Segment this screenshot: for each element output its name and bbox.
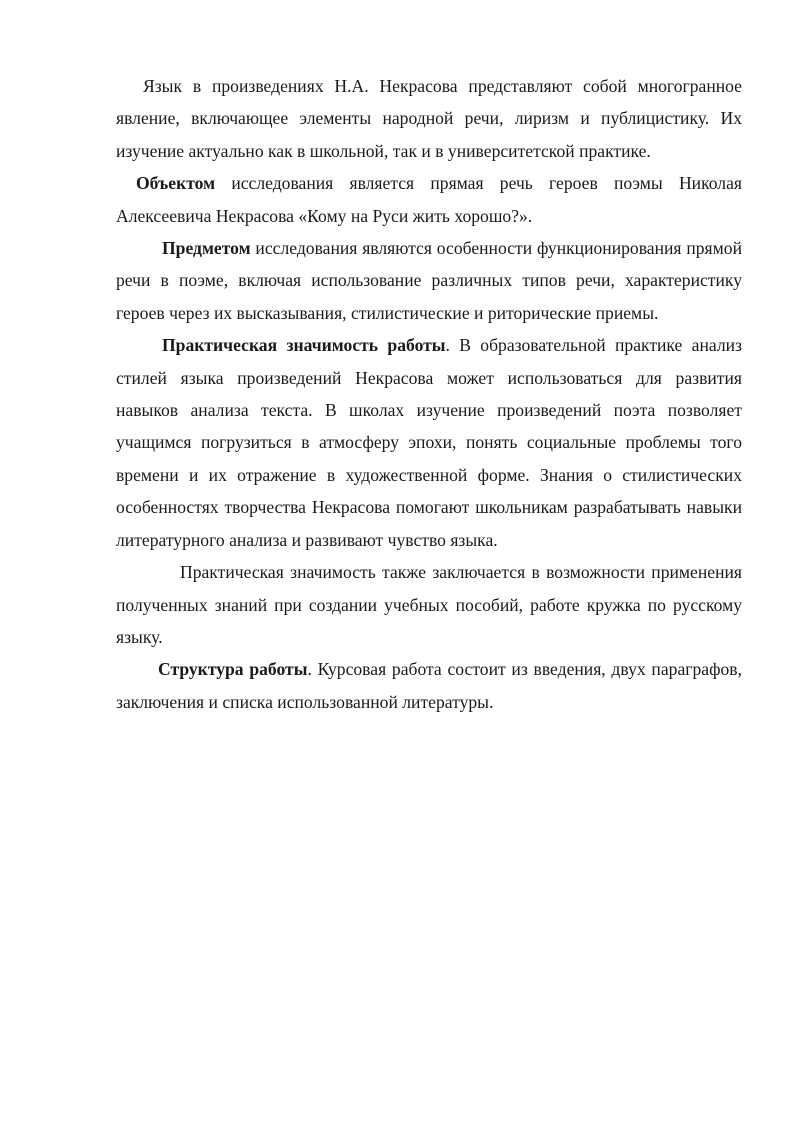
paragraph-subject-term: Предметом xyxy=(162,238,251,259)
paragraph-structure-text: . Курсовая работа состоит из введения, двух параграфов, заключения и списка использованной литературы. xyxy=(116,659,742,712)
paragraph-significance xyxy=(116,329,742,556)
paragraph-object-text: исследования является прямая речь героев поэмы Николая Алексеевича Некрасова «Кому на Руси жить хорошо?». xyxy=(116,173,742,226)
paragraph-application-text: Практическая значимость также заключается в возможности применения полученных знаний при создании учебных пособий, работе кружка по русскому языку. xyxy=(116,562,742,647)
paragraph-significance-term: Практическая значимость работы xyxy=(162,335,446,356)
paragraph-object-term: Объектом xyxy=(136,173,216,194)
paragraph-significance-text: . В образовательной практике анализ стилей языка произведений Некрасова может использоваться для развития навыков анализа текста. В школах изучение произведений поэта позволяет учащимся погрузиться в атмосферу эпохи, понять социальные проблемы того времени и их отражение в художественной форме. Знания о стилистических особенностях творчества Некрасова помогают школьникам разрабатывать навыки литературного анализа и развивают чувство языка. xyxy=(116,335,742,550)
paragraph-intro xyxy=(116,70,742,167)
paragraph-intro-text: Язык в произведениях Н.А. Некрасова представляют собой многогранное явление, включающее элементы народной речи, лиризм и публицистику. Их изучение актуально как в школьной, так и в университетской практике. xyxy=(116,76,742,161)
paragraph-subject xyxy=(116,232,742,329)
paragraph-object xyxy=(116,167,742,232)
paragraph-application xyxy=(116,556,742,653)
document-body xyxy=(116,70,742,718)
paragraph-structure-term: Структура работы xyxy=(158,659,308,680)
paragraph-subject-text: исследования являются особенности функционирования прямой речи в поэме, включая использование различных типов речи, характеристику героев через их высказывания, стилистические и риторические приемы. xyxy=(116,238,742,323)
paragraph-structure xyxy=(116,653,742,718)
